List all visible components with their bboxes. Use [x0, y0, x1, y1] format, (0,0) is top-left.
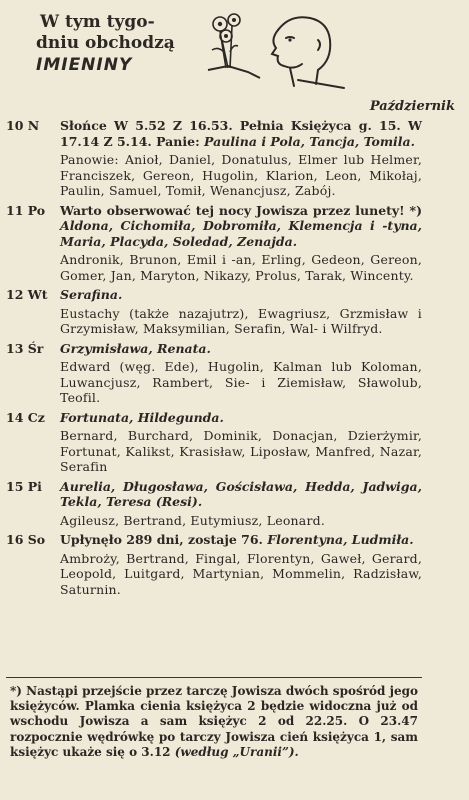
heading-imieniny: IMIENINY — [36, 55, 133, 75]
entry-headline — [60, 532, 422, 548]
entry-headline — [60, 479, 422, 510]
day-label: 13 Śr — [6, 340, 44, 356]
calendar-entry — [6, 410, 422, 475]
footnote — [10, 684, 418, 760]
entry-note: Warto obserwować tej nocy Jowisza przez lunety! *) — [60, 202, 422, 218]
entry-note: Słońce W 5.52 Z 16.53. Pełnia Księżyca g. 15. W 17.14 Z 5.14. Panie: — [60, 118, 422, 149]
day-label: 16 So — [6, 532, 46, 547]
footnote-divider — [6, 677, 422, 678]
footnote-source: (według „Uranii”). — [174, 744, 299, 759]
calendar-entry — [6, 118, 422, 199]
day-label: 10 N — [6, 118, 40, 133]
female-names: Fortunata, Hildegunda. — [60, 409, 224, 425]
calendar-entry — [6, 479, 422, 529]
female-names: Florentyna, Ludmiła. — [267, 532, 414, 547]
entry-headline — [60, 118, 422, 149]
female-names: Aldona, Cichomiła, Dobromiła, Klemencja i -tyna, Maria, Placyda, Soledad, Zenajda. — [60, 218, 422, 249]
calendar-entry — [6, 341, 422, 406]
day-label: 14 Cz — [6, 409, 45, 425]
female-names: Paulina i Pola, Tancja, Tomila. — [204, 133, 415, 149]
male-names: Ambroży, Bertrand, Fingal, Florentyn, Gaweł, Gerard, Leopold, Luitgard, Martynian, Mommelin, Radzisław, Saturnin. — [60, 550, 422, 597]
calendar-entry — [6, 287, 422, 337]
calendar-entry — [6, 532, 422, 597]
male-names: Edward (węg. Ede), Hugolin, Kalman lub Koloman, Luwancjusz, Rambert, Sie- i Ziemisław, Sławolub, Teofil. — [60, 359, 422, 405]
calendar-entry — [6, 203, 422, 284]
entry-note: Upłynęło 289 dni, zostaje 76. — [60, 532, 268, 547]
section-heading — [36, 12, 175, 76]
portrait-with-flowers-icon — [198, 10, 348, 90]
male-names: Bernard, Burchard, Dominik, Donacjan, Dzierżymir, Fortunat, Kalikst, Krasisław, Liposław, Manfred, Nazar, Serafin — [60, 428, 422, 474]
heading-line-1: W tym tygo- — [40, 12, 155, 32]
entry-headline — [60, 341, 422, 357]
female-names: Grzymisława, Renata. — [60, 340, 211, 356]
male-names: Andronik, Brunon, Emil i -an, Erling, Gedeon, Gereon, Gomer, Jan, Maryton, Nikazy, Prolus, Tarak, Wincenty. — [60, 252, 422, 283]
male-names: Eustachy (także nazajutrz), Ewagriusz, Grzmisław i Grzymisław, Maksymilian, Serafin, Wal- i Wilfryd. — [60, 305, 422, 336]
heading-line-2: dniu obchodzą — [36, 33, 175, 53]
entry-headline — [60, 410, 422, 426]
day-label: 15 Pi — [6, 478, 42, 494]
day-label: 11 Po — [6, 202, 46, 218]
day-label: 12 Wt — [6, 287, 48, 302]
female-names: Serafina. — [60, 287, 123, 302]
entry-headline — [60, 203, 422, 250]
footnote-text: *) Nastąpi przejście przez tarczę Jowisza dwóch spośród jego księżyców. Plamka cienia księżyca 2 będzie widoczna już od wschodu Jowisza a sam księżyc 2 od 22.25. O 23.47 rozpocznie wędrówkę po tarczy Jowisza cień księżyca 1, sam księżyc ukaże się o 3.12 — [10, 684, 418, 759]
male-names: Agileusz, Bertrand, Eutymiusz, Leonard. — [60, 512, 326, 528]
female-names: Aurelia, Długosława, Gościsława, Hedda, Jadwiga, Tekla, Teresa (Resi). — [60, 478, 422, 509]
calendar-entries — [6, 118, 422, 601]
male-names: Panowie: Anioł, Daniel, Donatulus, Elmer lub Helmer, Franciszek, Gereon, Hugolin, Klarion, Leon, Mikołaj, Paulin, Samuel, Tomił, Wenancjusz, Zabój. — [60, 152, 422, 198]
month-label: Październik — [369, 99, 455, 114]
entry-headline — [60, 287, 422, 303]
